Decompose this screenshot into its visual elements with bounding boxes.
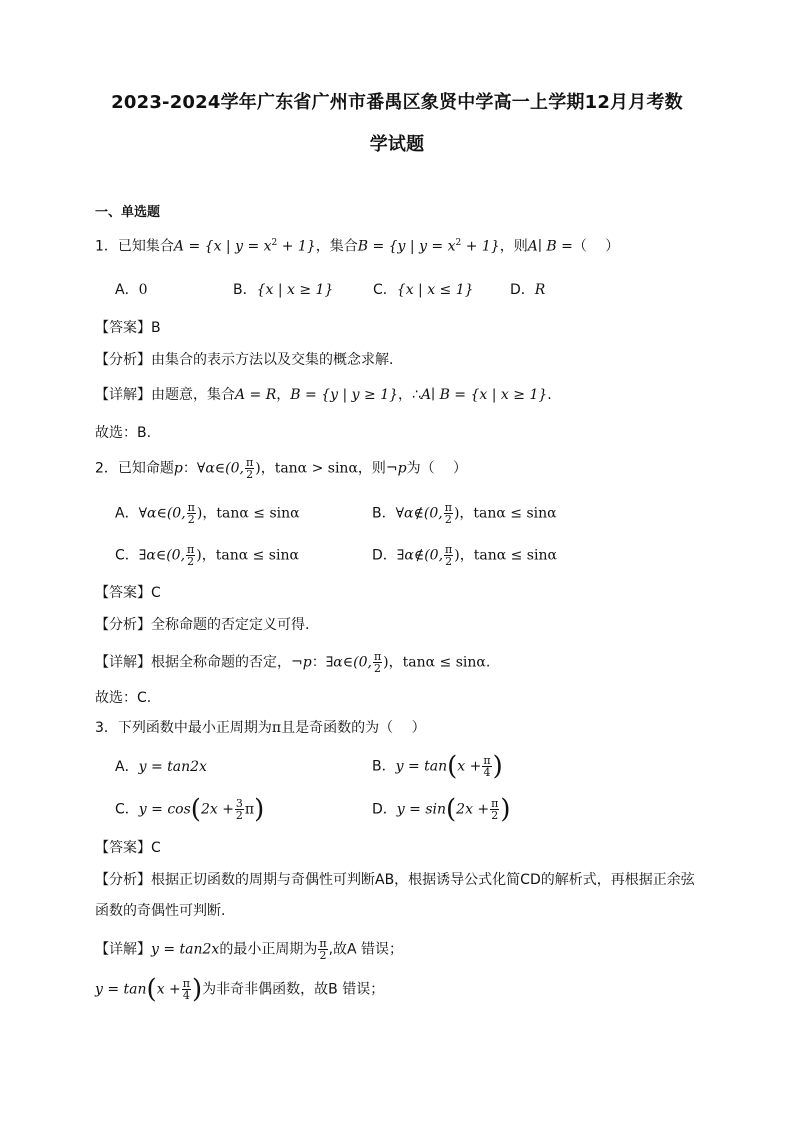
q3-option-b: B．y = tan(x + $\frac{\pi}{4}$ ) [372,751,503,782]
q2-stem: 2．已知命题p：∀α∈(0, $\frac{\pi}{2}$ )，tanα > sinα，则¬p为（ ） [95,456,468,481]
q1-conclusion: 故选：B. [95,425,152,441]
q2-detail: 【详解】根据全称命题的否定，¬p：∃α∈(0, $\frac{\pi}{2}$ )，tanα ≤ sinα. [95,650,491,675]
q2-option-d: D．∃α∉(0, $\frac{\pi}{2}$ )，tanα ≤ sinα [372,543,557,568]
q2-answer: 【答案】C [95,585,161,601]
q3-analysis-line2: 函数的奇偶性可判断. [95,903,226,919]
q3-analysis-line1: 【分析】根据正切函数的周期与奇偶性可判断AB，根据诱导公式化简CD的解析式，再根据正余弦 [95,872,695,888]
q2-option-b: B．∀α∉(0, $\frac{\pi}{2}$ )，tanα ≤ sinα [372,501,557,526]
page-title-line1: 2023-2024学年广东省广州市番禺区象贤中学高一上学期12月月考数 [111,92,683,113]
q3-detail-line2: y = tan(x + $\frac{\pi}{4}$ )为非奇非偶函数，故B 错误； [95,974,385,1005]
q3-option-a: A．y = tan2x [115,759,207,775]
q2-conclusion: 故选：C. [95,690,152,706]
q1-option-d: D．R [510,282,546,298]
q3-option-d: D．y = sin(2x + $\frac{\pi}{2}$ ) [372,794,511,825]
q1-option-a: A．0 [115,282,148,298]
q2-option-c: C．∃α∈(0, $\frac{\pi}{2}$ )，tanα ≤ sinα [115,543,299,568]
q2-option-a: A．∀α∈(0, $\frac{\pi}{2}$ )，tanα ≤ sinα [115,501,300,526]
q3-stem: 3．下列函数中最小正周期为π且是奇函数的为（ ） [95,720,426,736]
q1-analysis: 【分析】由集合的表示方法以及交集的概念求解. [95,352,394,368]
q1-option-b: B．{x | x ≥ 1} [233,282,334,298]
q1-answer: 【答案】B [95,320,161,336]
q1-stem: 1．已知集合A = {x | $y = x^2 + 1$}，集合B = {y | $y = x^2 + 1$}，则A∣ B =（ ） [95,238,620,255]
q3-option-c: C．y = cos(2x + $\frac{3}{2}$ π) [115,794,265,825]
page-title-line2: 学试题 [369,134,425,155]
q2-analysis: 【分析】全称命题的否定定义可得. [95,617,310,633]
q3-answer: 【答案】C [95,840,161,856]
q1-option-c: C．{x | x ≤ 1} [373,282,474,298]
q1-detail: 【详解】由题意，集合A = R，B = {y | y ≥ 1}，∴A∣ B = {x | x ≥ 1}. [95,387,552,403]
section-heading: 一、单选题 [95,205,161,220]
q3-detail-line1: 【详解】y = tan2x的最小正周期为 $\frac{\pi}{2}$ ,故A 错误； [95,937,404,962]
